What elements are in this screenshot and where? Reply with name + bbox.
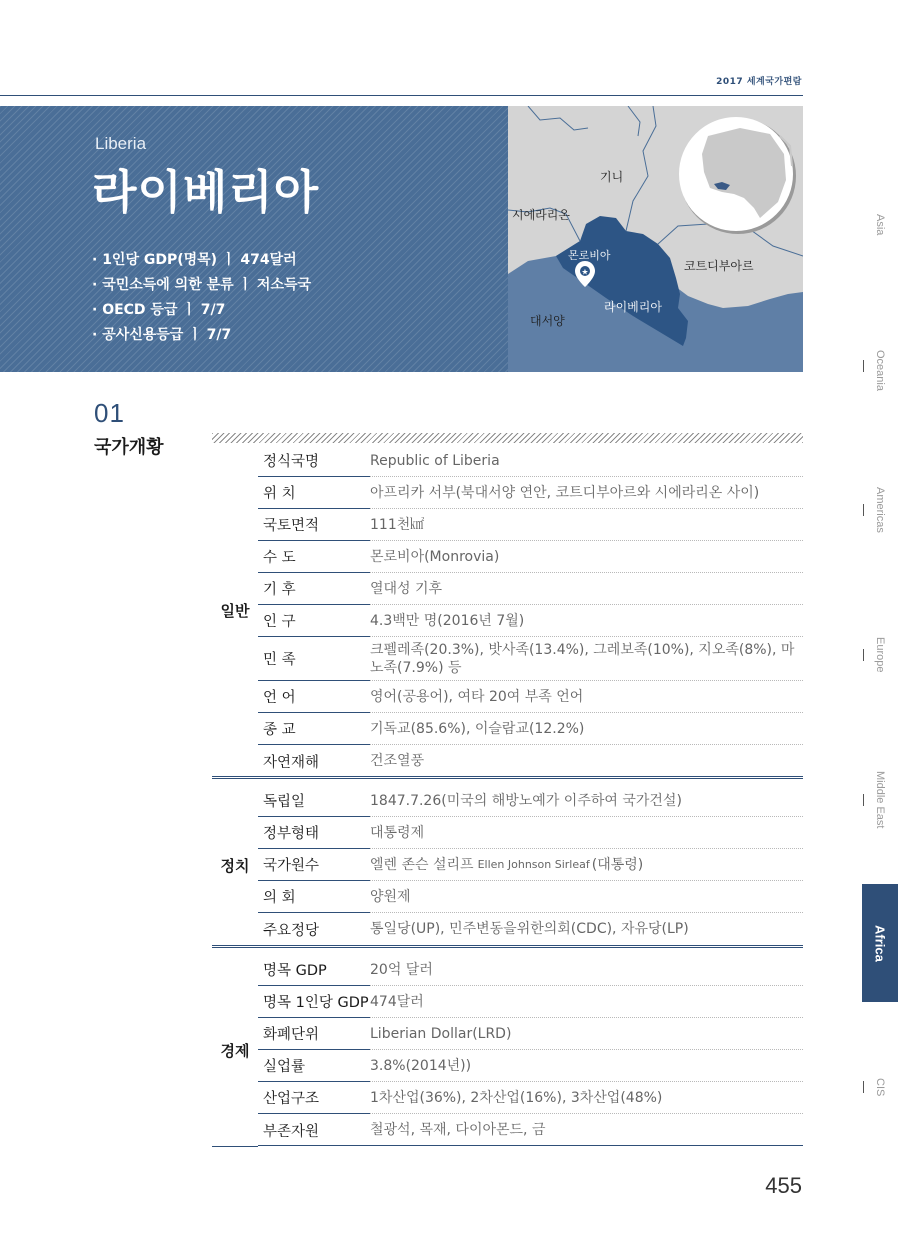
country-name-en: Liberia (95, 134, 147, 153)
row-value: 양원제 (370, 888, 411, 905)
row-label: 수 도 (258, 541, 370, 573)
row-value (370, 849, 803, 880)
side-tab-label: CIS (874, 1078, 886, 1097)
map-label-cote-divoire: 코트디부아르 (684, 259, 754, 273)
head-of-state-title: (대통령) (591, 856, 644, 873)
side-tab-oceania[interactable] (862, 330, 898, 410)
fact-credit-grade: · 공사신용등급 ㅣ 7/7 (92, 327, 232, 343)
table-row (258, 913, 803, 945)
row-value: 통일당(UP), 민주변동을위한의회(CDC), 자유당(LP) (370, 921, 689, 937)
row-label: 민 족 (258, 637, 370, 681)
row-label: 언 어 (258, 681, 370, 713)
row-label: 정부형태 (258, 817, 370, 849)
row-value: 1차산업(36%), 2차산업(16%), 3차산업(48%) (370, 1089, 663, 1106)
group-category-label: 경제 (220, 1041, 250, 1060)
table-row (258, 681, 803, 713)
section-title: 국가개황 (94, 437, 164, 458)
table-row (258, 849, 803, 881)
row-value: 4.3백만 명(2016년 7월) (370, 612, 525, 629)
header-rule (0, 95, 803, 96)
tab-tick (863, 504, 864, 516)
side-tab-label: Oceania (874, 349, 886, 391)
row-label: 기 후 (258, 573, 370, 605)
info-group-general (212, 445, 803, 775)
info-rows (258, 445, 803, 777)
map-label-sierra-leone: 시에라리온 (512, 208, 570, 222)
group-category-label: 정치 (220, 856, 250, 875)
map-label-liberia: 라이베리아 (604, 300, 662, 314)
tab-tick (863, 794, 864, 806)
table-row (258, 1050, 803, 1082)
row-value: 474달러 (370, 993, 424, 1010)
row-label: 명목 GDP (258, 954, 370, 986)
group-divider (212, 945, 803, 948)
table-row (258, 881, 803, 913)
side-tab-africa[interactable] (862, 884, 898, 1002)
row-label: 실업률 (258, 1050, 370, 1082)
table-row (258, 509, 803, 541)
row-label: 위 치 (258, 477, 370, 509)
side-tab-middle-east[interactable] (862, 755, 898, 845)
tab-tick (863, 1081, 864, 1093)
row-value: 영어(공용어), 여타 20여 부족 언어 (370, 688, 584, 705)
row-value: 건조열풍 (370, 753, 425, 769)
table-row (258, 713, 803, 745)
row-value: 3.8%(2014년)) (370, 1057, 472, 1074)
row-value: 기독교(85.6%), 이슬람교(12.2%) (370, 720, 585, 737)
side-tab-label: Americas (874, 487, 886, 533)
side-tab-label: Asia (874, 214, 886, 236)
globe-inset (680, 118, 796, 234)
table-row (258, 1114, 803, 1146)
side-tab-americas[interactable] (862, 470, 898, 550)
row-value: 대통령제 (370, 824, 425, 841)
side-tab-label: Africa (872, 924, 888, 962)
row-value: 111천㎢ (370, 516, 425, 533)
head-of-state-name-en: Ellen Johnson Sirleaf (477, 857, 590, 871)
row-value: 몬로비아(Monrovia) (370, 548, 500, 565)
row-label: 자연재해 (263, 755, 320, 771)
section-number: 01 (94, 398, 125, 428)
row-label: 정식국명 (258, 445, 370, 477)
map-graphic (508, 106, 803, 372)
side-tab-label: Middle East (874, 771, 886, 829)
row-label: 의 회 (258, 881, 370, 913)
map-label-atlantic: 대서양 (530, 314, 565, 328)
location-map (508, 106, 803, 372)
side-tab-europe[interactable] (862, 620, 898, 690)
group-divider (212, 776, 803, 779)
row-label: 국토면적 (258, 509, 370, 541)
info-group-economy (212, 954, 803, 1146)
tab-tick (863, 649, 864, 661)
table-row (258, 573, 803, 605)
row-label: 독립일 (258, 785, 370, 817)
table-row (258, 1082, 803, 1114)
row-value: Republic of Liberia (370, 452, 500, 469)
svg-text:★: ★ (581, 267, 589, 277)
head-of-state-name-kr: 엘렌 존슨 설리프 (370, 856, 474, 873)
map-label-monrovia: 몬로비아 (568, 249, 611, 262)
row-label: 명목 1인당 GDP (258, 986, 370, 1018)
table-row (258, 745, 803, 777)
row-value: Liberian Dollar(LRD) (370, 1025, 512, 1042)
row-label: 종 교 (258, 713, 370, 745)
map-label-guinea: 기니 (600, 170, 624, 184)
running-head: 2017 세계국가편람 (716, 77, 802, 87)
fact-gdp-per-capita: · 1인당 GDP(명목) ㅣ 474달러 (92, 252, 297, 268)
side-tab-asia[interactable] (862, 190, 898, 260)
region-side-tabs (862, 0, 898, 1240)
table-row (258, 445, 803, 477)
country-banner (0, 106, 508, 372)
table-row (258, 541, 803, 573)
row-value: 철광석, 목재, 다이아몬드, 금 (370, 1121, 546, 1138)
section-hatch-rule (212, 433, 803, 443)
table-row (258, 637, 803, 681)
row-value: 20억 달러 (370, 961, 433, 978)
side-tab-label: Europe (874, 637, 886, 673)
table-row (258, 1018, 803, 1050)
table-row (258, 817, 803, 849)
table-row (258, 477, 803, 509)
side-tab-cis[interactable] (862, 1065, 898, 1110)
group-category-label: 일반 (220, 601, 250, 620)
table-row (258, 986, 803, 1018)
fact-oecd-grade: · OECD 등급 ㅣ 7/7 (92, 302, 226, 318)
row-value: 열대성 기후 (370, 580, 443, 597)
row-value: 1847.7.26(미국의 해방노예가 이주하여 국가건설) (370, 792, 682, 809)
country-name-kr: 라이베리아 (92, 165, 320, 219)
info-rows (258, 954, 803, 1146)
row-label: 부존자원 (263, 1123, 320, 1140)
info-group-politics (212, 785, 803, 945)
page-number: 455 (765, 1173, 802, 1198)
table-row (258, 954, 803, 986)
row-label: 국가원수 (258, 849, 370, 881)
row-label: 인 구 (258, 605, 370, 637)
fact-income-class: · 국민소득에 의한 분류 ㅣ 저소득국 (92, 277, 312, 293)
row-value: 아프리카 서부(북대서양 연안, 코트디부아르와 시에라리온 사이) (370, 484, 760, 501)
row-label: 주요정당 (263, 923, 320, 939)
row-label: 화폐단위 (258, 1018, 370, 1050)
table-row (258, 785, 803, 817)
table-row (258, 605, 803, 637)
row-label: 산업구조 (258, 1082, 370, 1114)
tab-tick (863, 360, 864, 372)
info-rows (258, 785, 803, 945)
key-facts-list (92, 248, 311, 348)
table-bottom-rule (212, 1146, 258, 1147)
row-value: 크펠레족(20.3%), 밧사족(13.4%), 그레보족(10%), 지오족(8%), 마노족(7.9%) 등 (370, 641, 795, 676)
